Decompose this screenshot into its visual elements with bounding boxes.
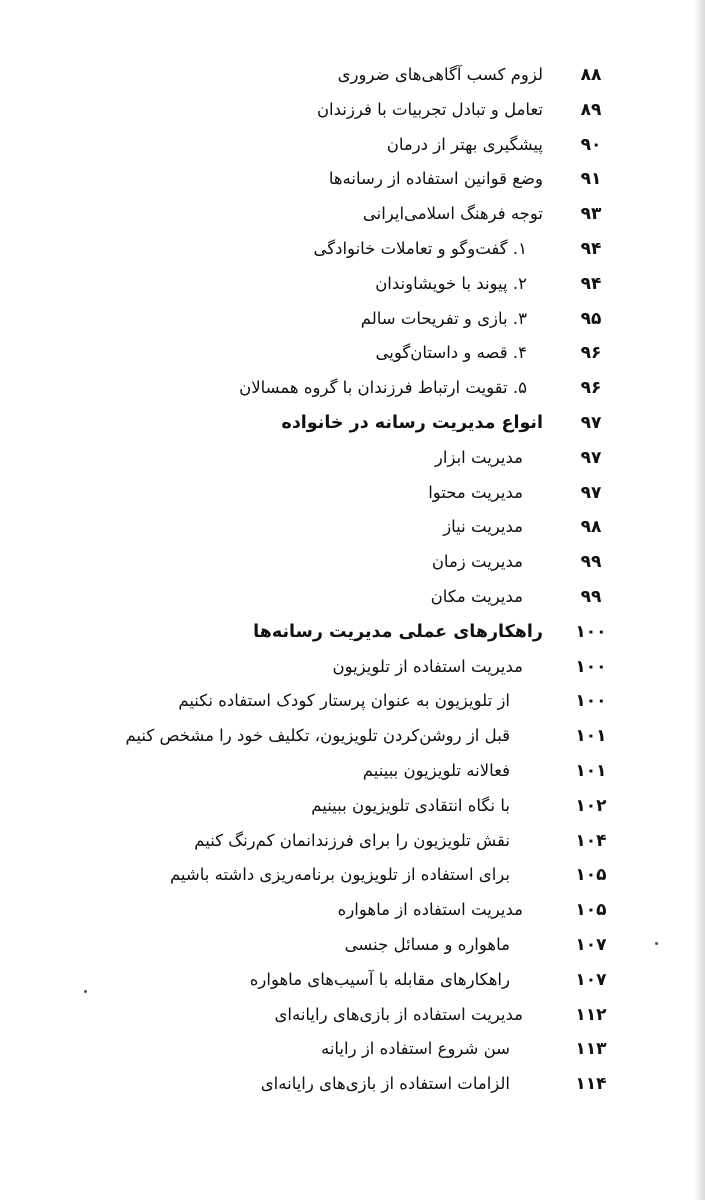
toc-entry <box>0 963 705 997</box>
toc-entry <box>0 93 705 127</box>
toc-page-number: ۹۴ <box>580 239 602 259</box>
toc-entry <box>0 1032 705 1066</box>
toc-entry <box>0 789 705 823</box>
toc-page-number: ۹۹ <box>580 552 602 572</box>
toc-entry-title: از تلویزیون به عنوان پرستار کودک استفاده نکنیم <box>178 691 510 710</box>
toc-page-number: ۹۰ <box>580 135 602 155</box>
toc-page-number: ۹۶ <box>580 378 602 398</box>
toc-entry-title: لزوم کسب آگاهی‌های ضروری <box>337 65 543 84</box>
toc-entry-title: مدیریت استفاده از ماهواره <box>337 900 523 919</box>
toc-entry <box>0 232 705 266</box>
toc-page-number: ۱۱۲ <box>575 1005 607 1025</box>
toc-entry-title: قبل از روشن‌کردن تلویزیون، تکلیف خود را مشخص کنیم <box>125 726 510 745</box>
toc-entry-title: مدیریت محتوا <box>428 483 523 502</box>
toc-entry <box>0 615 705 649</box>
toc-entry-title: الزامات استفاده از بازی‌های رایانه‌ای <box>260 1074 510 1093</box>
toc-entry <box>0 893 705 927</box>
toc-page-number: ۹۴ <box>580 274 602 294</box>
toc-entry <box>0 545 705 579</box>
toc-entry <box>0 128 705 162</box>
toc-entry-title: ۱. گفت‌وگو و تعاملات خانوادگی <box>313 239 527 258</box>
toc-entry <box>0 684 705 718</box>
toc-entry <box>0 197 705 231</box>
toc-entry-title: توجه فرهنگ اسلامی‌ایرانی <box>362 204 543 223</box>
toc-entry <box>0 406 705 440</box>
toc-entry-title: برای استفاده از تلویزیون برنامه‌ریزی داشته باشیم <box>169 865 510 884</box>
toc-page-number: ۹۷ <box>580 483 602 503</box>
toc-entry <box>0 1067 705 1101</box>
toc-entry-title: مدیریت استفاده از بازی‌های رایانه‌ای <box>274 1005 523 1024</box>
toc-entry-title: پیشگیری بهتر از درمان <box>386 135 543 154</box>
toc-page-number: ۱۰۰ <box>575 691 607 711</box>
toc-page-number: ۹۹ <box>580 587 602 607</box>
toc-entry <box>0 650 705 684</box>
toc-entry <box>0 302 705 336</box>
toc-page-number: ۱۰۷ <box>575 935 607 955</box>
toc-entry-title: نقش تلویزیون را برای فرزندانمان کم‌رنگ کنیم <box>194 831 510 850</box>
toc-page-number: ۱۰۰ <box>575 622 607 642</box>
toc-page-number: ۱۰۲ <box>575 796 607 816</box>
toc-entry-title: تعامل و تبادل تجربیات با فرزندان <box>316 100 543 119</box>
toc-entry <box>0 754 705 788</box>
toc-entry-title: ۴. قصه و داستان‌گویی <box>375 343 527 362</box>
table-of-contents <box>0 58 705 1118</box>
toc-entry-title: مدیریت ابزار <box>434 448 523 467</box>
toc-entry-title: راهکارهای مقابله با آسیب‌های ماهواره <box>249 970 510 989</box>
toc-entry-title: مدیریت مکان <box>430 587 523 606</box>
toc-page-number: ۱۱۳ <box>575 1039 607 1059</box>
toc-entry <box>0 162 705 196</box>
toc-page-number: ۸۹ <box>580 100 602 120</box>
toc-entry-title: ۲. پیوند با خویشاوندان <box>375 274 527 293</box>
toc-entry <box>0 580 705 614</box>
toc-page-number: ۱۰۰ <box>575 657 607 677</box>
toc-entry <box>0 371 705 405</box>
toc-entry-title: راهکارهای عملی مدیریت رسانه‌ها <box>253 622 543 642</box>
toc-entry <box>0 719 705 753</box>
toc-entry-title: ۳. بازی و تفریحات سالم <box>360 309 527 328</box>
toc-entry-title: ماهواره و مسائل جنسی <box>344 935 510 954</box>
toc-entry-title: سن شروع استفاده از رایانه <box>320 1039 510 1058</box>
toc-page-number: ۱۰۷ <box>575 970 607 990</box>
toc-entry <box>0 510 705 544</box>
toc-entry-title: مدیریت نیاز <box>443 517 523 536</box>
toc-entry-title: با نگاه انتقادی تلویزیون ببینیم <box>311 796 510 815</box>
toc-page-number: ۱۱۴ <box>575 1074 607 1094</box>
toc-entry <box>0 858 705 892</box>
toc-entry-title: فعالانه تلویزیون ببینیم <box>362 761 510 780</box>
toc-page-number: ۱۰۴ <box>575 831 607 851</box>
toc-page-number: ۹۷ <box>580 413 602 433</box>
toc-page-number: ۱۰۵ <box>575 865 607 885</box>
toc-entry-title: ۵. تقویت ارتباط فرزندان با گروه همسالان <box>239 378 527 397</box>
toc-entry <box>0 476 705 510</box>
toc-page-number: ۹۷ <box>580 448 602 468</box>
toc-entry <box>0 441 705 475</box>
toc-entry-title: مدیریت زمان <box>431 552 523 571</box>
toc-entry <box>0 336 705 370</box>
toc-page-number: ۱۰۱ <box>575 761 607 781</box>
toc-entry <box>0 58 705 92</box>
toc-entry-title: انواع مدیریت رسانه در خانواده <box>281 413 543 433</box>
toc-entry-title: مدیریت استفاده از تلویزیون <box>332 657 523 676</box>
toc-page-number: ۱۰۵ <box>575 900 607 920</box>
toc-page-number: ۹۸ <box>580 517 602 537</box>
toc-entry <box>0 267 705 301</box>
toc-page-number: ۱۰۱ <box>575 726 607 746</box>
toc-entry <box>0 928 705 962</box>
toc-page-number: ۹۶ <box>580 343 602 363</box>
toc-entry <box>0 824 705 858</box>
toc-page-number: ۹۳ <box>580 204 602 224</box>
toc-page-number: ۸۸ <box>580 65 602 85</box>
toc-page-number: ۹۵ <box>580 309 602 329</box>
toc-entry-title: وضع قوانین استفاده از رسانه‌ها <box>328 169 543 188</box>
toc-entry <box>0 998 705 1032</box>
toc-page-number: ۹۱ <box>580 169 602 189</box>
